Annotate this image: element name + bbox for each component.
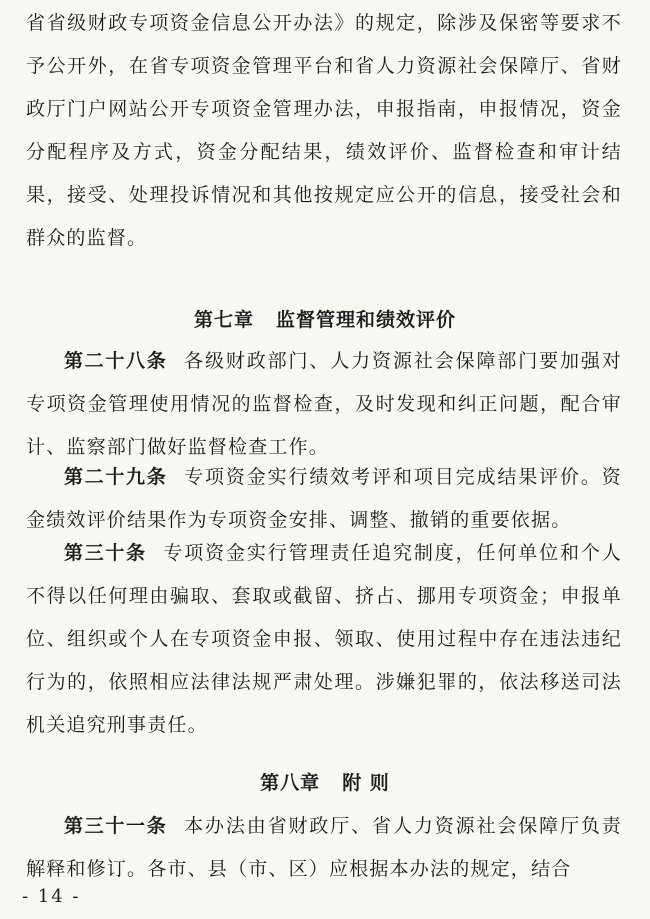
article-28-label: 第二十八条	[64, 350, 168, 372]
continued-paragraph-text: 省省级财政专项资金信息公开办法》的规定，除涉及保密等要求不予公开外，在省专项资金管理平台和省人力资源社会保障厅、省财政厅门户网站公开专项资金管理办法，申报指南，申报情况，资金分配程序及方式，资金分配结果，绩效评价、监督检查和审计结果，接受、处理投诉情况和其他按规定应公开的信息，接受社会和群众的监督。	[26, 12, 622, 249]
article-30	[26, 532, 622, 747]
article-29-label: 第二十九条	[64, 466, 168, 488]
article-30-text: 专项资金实行管理责任追究制度，任何单位和个人不得以任何理由骗取、套取或截留、挤占、挪用专项资金；申报单位、组织或个人在专项资金申报、领取、使用过程中存在违法违纪行为的，依照相应法律法规严肃处理。涉嫌犯罪的，依法移送司法机关追究刑事责任。	[26, 542, 622, 736]
chapter-7-title: 监督管理和绩效评价	[276, 309, 457, 331]
chapter-8-title: 附 则	[342, 772, 390, 794]
article-31-label: 第三十一条	[64, 815, 168, 837]
chapter-8-heading	[0, 768, 650, 795]
chapter-7-number: 第七章	[193, 309, 254, 331]
article-30-label: 第三十条	[64, 542, 147, 564]
page-number: - 14 -	[22, 886, 81, 907]
article-28-text: 各级财政部门、人力资源社会保障部门要加强对专项资金管理使用情况的监督检查，及时发现和纠正问题，配合审计、监察部门做好监督检查工作。	[26, 350, 622, 458]
continued-paragraph	[26, 2, 622, 260]
article-31	[26, 805, 622, 891]
chapter-7-heading	[0, 305, 650, 332]
chapter-8-number: 第八章	[260, 772, 321, 794]
article-29	[26, 456, 622, 542]
article-28	[26, 340, 622, 469]
article-31-text: 本办法由省财政厅、省人力资源社会保障厅负责解释和修订。各市、县（市、区）应根据本办法的规定，结合	[26, 815, 622, 880]
article-29-text: 专项资金实行绩效考评和项目完成结果评价。资金绩效评价结果作为专项资金安排、调整、撤销的重要依据。	[26, 466, 622, 531]
